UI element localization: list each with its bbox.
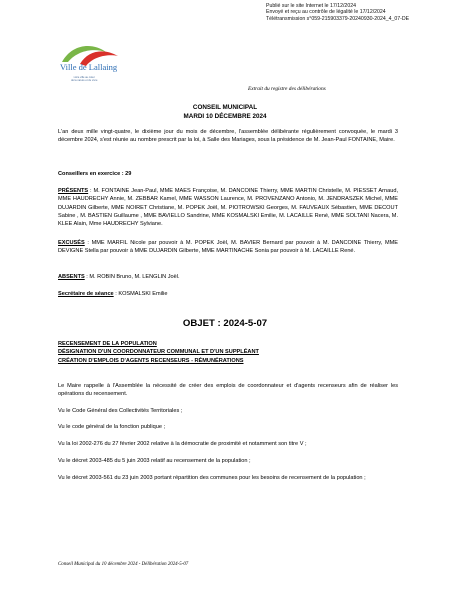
paragraph-6: Vu le décret 2003-561 du 23 juin 2003 portant répartition des communes pour les besoins de recensement de la population ; [58, 475, 366, 481]
logo-tagline [71, 76, 97, 83]
excuses-paragraph [58, 239, 398, 256]
secretaire-label: Secrétaire de séance [58, 291, 114, 297]
conseillers-label: Conseillers en exercice : [58, 171, 126, 177]
intro-paragraph: L'an deux mille vingt-quatre, le dixième jour du mois de décembre, l'assemblée délibérante régulièrement convoquée, le mardi 3 décembre 2024, s'est réunie au nombre prescrit par la loi, à Salle des Mariages, sous la présidence de M. Jean-Paul FONTAINE, Maire. [58, 129, 398, 144]
subject-line-1: RECENSEMENT DE LA POPULATION [58, 341, 157, 347]
document-title: CONSEIL MUNICIPAL [192, 104, 258, 111]
absents-list: : M. ROBIN Bruno, M. LENGLIN Joël. [84, 274, 180, 280]
paragraph-1: Le Maire rappelle à l'Assemblée la nécessité de créer des emplois de coordonnateur et d'agents recenseurs afin de réaliser les opérations du recensement. [58, 383, 398, 398]
excuses-label: EXCUSÉS [58, 240, 85, 246]
objet-heading: OBJET : 2024-5-07 [182, 318, 268, 329]
paragraph-5: Vu le décret 2003-485 du 5 juin 2003 relatif au recensement de la population ; [58, 458, 251, 464]
conseillers-count: 29 [125, 171, 132, 177]
subject-line-3: CRÉATION D'EMPLOIS D'AGENTS RECENSEURS - RÉMUNÉRATIONS [58, 357, 244, 364]
paragraph-4: Vu la loi 2002-276 du 27 février 2002 relative à la démocratie de proximité et notamment son titre V ; [58, 441, 307, 447]
presents-label: PRÉSENTS [58, 188, 89, 194]
secretaire-name: : KOSMALSKI Emilie [113, 291, 168, 297]
stamp-line-1: Publié sur le site Internet le 17/12/2024 [266, 3, 356, 9]
presents-list: : M. FONTAINE Jean-Paul, MME MAES Françoise, M. DANCOINE Thierry, MME MARTIN Christelle, M. PIESSET Arnaud, MME HAUDRECHY Annie, M. ZEBBAR Kamel, MME WASSON Laurence, M. PROVENZANO Antonio, M. JENDRASZEK Michel, MME DUJARDIN Gilberte, MME NOIRET Christiane, M. POPEK Joël, M. PIOTROWSKI Georges, M. FAUVEAUX Sébastien, MME DECOUT Sabine , M. BASTIEN Guillaume , MME BAVIELLO Sandrine, MME KOSMALSKI Emilie, M. LACAILLE René, MME SOLTANI Nacera, M. KLEE Alain, Mme HAUDRECHY Sylviane. [58, 188, 398, 228]
meeting-date: MARDI 10 DÉCEMBRE 2024 [183, 113, 267, 120]
paragraph-3: Vu le code général de la fonction publique ; [58, 424, 166, 430]
stamp-line-2: Envoyé et reçu au contrôle de légalité le 17/12/2024 [266, 9, 386, 16]
legality-stamp [266, 3, 409, 22]
register-extract-label: Extrait du registre des délibérations [248, 86, 326, 92]
conseillers-line [58, 170, 398, 178]
logo-tagline-1: votre ville au cœur [73, 76, 95, 79]
absents-label: ABSENTS [58, 274, 85, 280]
logo-tagline-2: de la nature et du vivre [71, 79, 98, 83]
subject-line-2: DÉSIGNATION D'UN COORDONNATEUR COMMUNAL ET D'UN SUPPLÉANT [58, 349, 259, 356]
secretaire-line [58, 290, 398, 298]
logo-name: Ville de Lallaing [60, 62, 118, 72]
page-footer: Conseil Municipal du 10 décembre 2024 - Délibération 2024-5-07 [58, 562, 189, 567]
paragraph-2: Vu le Code Général des Collectivités Territoriales ; [58, 408, 183, 414]
presents-paragraph [58, 187, 398, 228]
excuses-list: : MME MARFIL Nicole par pouvoir à M. POPEK Joël, M. BAVIER Bernard par pouvoir à M. DANCOINE Thierry, MME DEVIGNE Stella par pouvoir à MME DUJARDIN Gilberte, MME MARTINACHE Sonia par pouvoir à M. LACAILLE René. [58, 240, 398, 255]
subject-block [58, 340, 398, 365]
absents-line [58, 273, 398, 281]
stamp-line-3: Télétransmission s°059-215903379-20240930-2024_4_07-DE [266, 15, 410, 22]
